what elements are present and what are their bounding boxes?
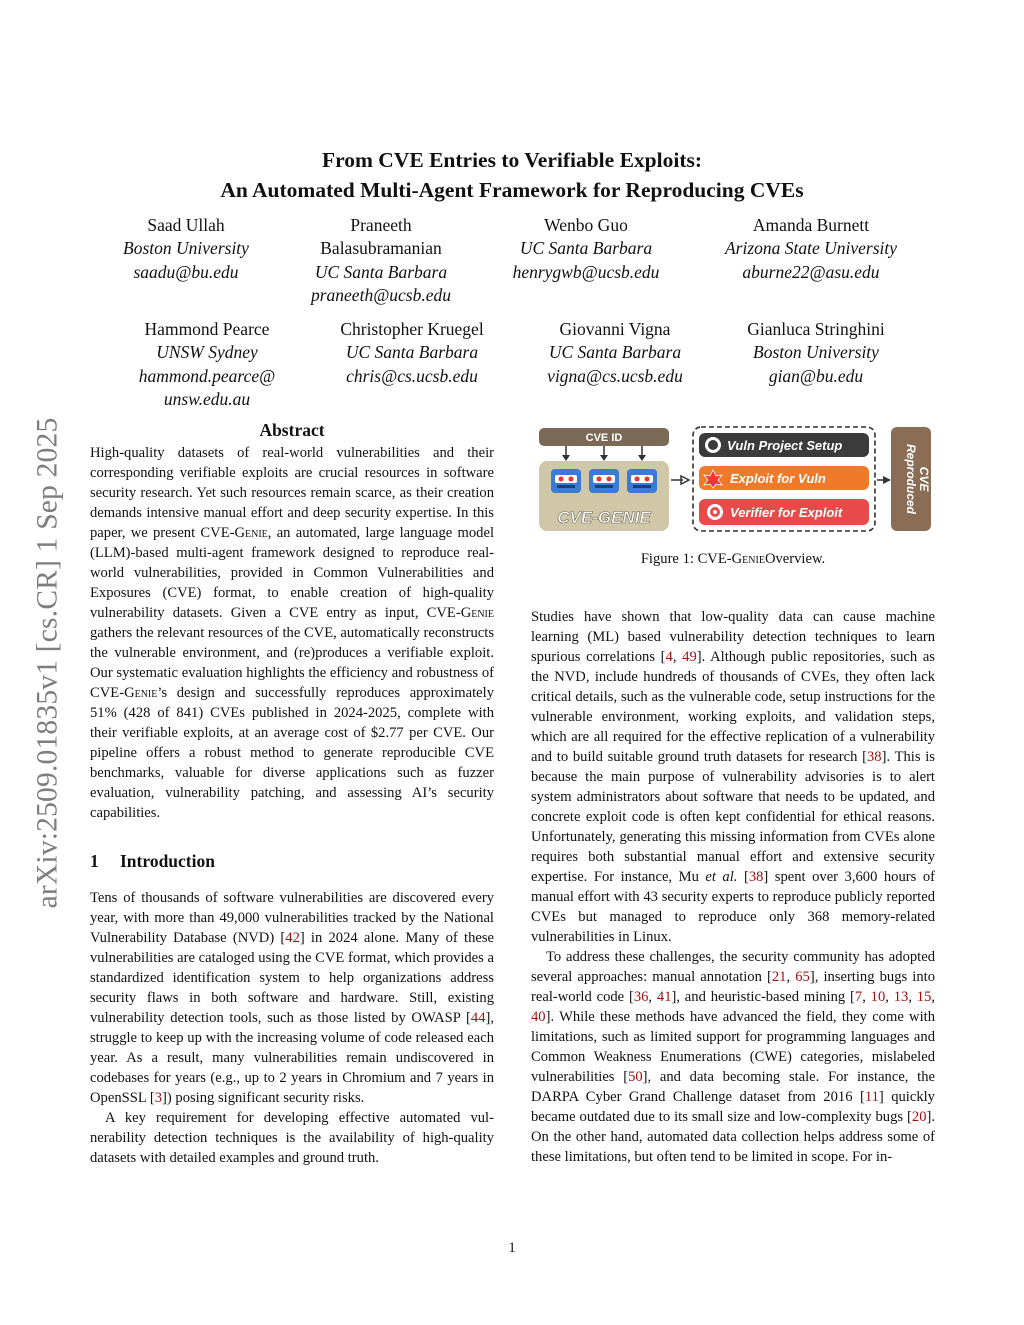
exploit-label: Exploit for Vuln xyxy=(730,471,826,486)
author-affiliation: UC Santa Barbara xyxy=(345,342,479,363)
author-email: henrygwb@ucsb.edu xyxy=(512,261,660,282)
arxiv-id: arXiv:2509.01835v1 [cs.CR] 1 Sep 2025 xyxy=(31,417,64,909)
paper-title-line-1: From CVE Entries to Verifiable Exploits: xyxy=(321,148,703,172)
abstract-heading: Abstract xyxy=(259,420,325,440)
citation-link[interactable]: 13 xyxy=(893,989,909,1005)
author-name: Praneeth xyxy=(350,215,412,235)
arxiv-stamp xyxy=(28,382,68,944)
citation-link[interactable]: 40 xyxy=(531,1009,546,1025)
reproduced-label: Reproduced xyxy=(904,443,918,515)
citation-link[interactable]: 44 xyxy=(470,1010,486,1026)
citation-link[interactable]: 49 xyxy=(682,649,697,665)
author-block xyxy=(696,318,936,388)
citation-link[interactable]: 38 xyxy=(867,749,882,765)
author-name: Giovanni Vigna xyxy=(559,319,671,339)
figure-cve-genie-overview xyxy=(537,425,933,535)
intro-paragraph: Tens of thousands of software vulnerabilities are discovered every year, with more than 49,000 vulnerabilities tracked by the National Vulnerability Database (NVD) [42] in 2024 alone. Many of these vulnerabilities are cataloged using the CVE format, which provides a standardized identification system to help organizations address security flaws in both software and hardware. Still, existing vulnerability detection tools, such as those listed by OWASP [44], struggle to keep up with the increasing volume of code released each year. As a result, many vulnerabilities remain undiscovered in codebases for years (e.g., up to 2 years in Chromium and 7 years in OpenSSL [3]) posing significant security risks. xyxy=(90,890,494,1106)
figure-caption: Figure 1: CVE-GenieOverview. xyxy=(640,551,826,567)
body-paragraph: To address these challenges, the security community has adopted several approaches: manual annotation [21, 65], inserting bugs into real-world code [36, 41], and heuristic-based mining [7, 10, 13, 15, 40]. While these methods have advanced the field, they come with limitations, such as limited support for programming languages and Common Weakness Enumerations (CWE) categories, mislabeled vulnerabilities [50], and data becoming stale. For instance, the DARPA Cyber Grand Challenge dataset from 2016 [11] quickly became outdated due to its small size and low-complexity bugs [20]. On the other hand, automated data collection helps address some of these limitations, but often tend to be limited in scope. For in- xyxy=(531,949,936,1165)
author-affiliation: UC Santa Barbara xyxy=(314,261,448,282)
author-name: Amanda Burnett xyxy=(752,215,870,235)
cve-genie-label: CVE-GENIE xyxy=(557,508,651,527)
citation-link[interactable]: 38 xyxy=(748,869,764,885)
author-affiliation: Arizona State University xyxy=(724,238,898,259)
citation-link[interactable]: 21 xyxy=(771,969,787,985)
author-email: chris@cs.ucsb.edu xyxy=(346,365,478,386)
author-email: gian@bu.edu xyxy=(768,365,864,386)
vuln-setup-label: Vuln Project Setup xyxy=(727,438,843,453)
author-name: Saad Ullah xyxy=(147,215,225,235)
author-name: Christopher Kruegel xyxy=(340,319,484,339)
robot-icon xyxy=(551,469,581,493)
author-email: unsw.edu.au xyxy=(163,388,251,409)
citation-link[interactable]: 11 xyxy=(864,1089,879,1105)
author-affiliation: UC Santa Barbara xyxy=(548,342,682,363)
author-affiliation: Boston University xyxy=(753,342,879,363)
section-heading-introduction: 1 Introduction xyxy=(90,851,215,871)
author-block xyxy=(87,318,327,411)
citation-link[interactable]: 4 xyxy=(665,649,673,665)
author-affiliation: UNSW Sydney xyxy=(156,342,258,363)
author-name: Wenbo Guo xyxy=(544,215,628,235)
author-email: hammond.pearce@ xyxy=(138,365,276,386)
paper-title-line-2: An Automated Multi-Agent Framework for Reproducing CVEs xyxy=(220,178,804,202)
citation-link[interactable]: 36 xyxy=(633,989,649,1005)
abstract-text: High-quality datasets of real-world vulnerabilities and their corresponding verifiable exploits are crucial resources in software security research. Yet such resources remain scarce, as their creation demands intensive manual effort and deep security expertise. In this paper, we present CVE-Genie, an automated, large language model (LLM)-based multi-agent framework designed to reproduce real-world vulnerabilities, provided in Common Vulnerabilities and Exposures (CVE) format, to enable creation of high-quality vulnerability datasets. Given a CVE entry as input, CVE-Genie gathers the relevant resources of the CVE, automatically reconstructs the vulnerable environment, and (re)produces a verifiable exploit. Our systematic evaluation highlights the efficiency and robustness of CVE-Genie’s design and successfully reproduces approximately 51% (428 of 841) CVEs published in 2024-2025, complete with their verifiable exploits, at an average cost of $2.77 per CVE. Our pipeline offers a robust method to generate reproducible CVE benchmarks, valuable for diverse applications such as fuzzer evaluation, vulnerability patching, and assessing AI’s security capabilities. xyxy=(90,445,495,821)
author-affiliation: UC Santa Barbara xyxy=(519,238,653,259)
citation-link[interactable]: 42 xyxy=(285,930,300,946)
robot-icon xyxy=(589,469,619,493)
verifier-label: Verifier for Exploit xyxy=(730,505,843,520)
body-paragraph: Studies have shown that low-quality data can cause machine learning (ML) based vulnerability detection techniques to learn spurious correlations [4, 49]. Although public repositories, such as the NVD, include hundreds of thousands of CVEs, they often lack critical details, such as the vulnerable code, setup instructions for the vulnerable environment, working exploits, and validation steps, which are all required for the effective replication of a vulnerability and to build suitable ground truth datasets for research [38]. This is because the main purpose of vulnerability advisories is to alert system administrators about software that needs to be updated, and concrete exploit code is often kept confidential for ethical reasons. Unfortunately, generating this missing information from CVEs alone requires both substantial manual effort and extensive security expertise. For instance, Mu et al. [38] spent over 3,600 hours of manual effort with 43 security experts to reproduce publicly reported CVEs but managed to reproduce only 368 memory-related vulnerabilities in Linux. xyxy=(531,609,935,945)
citation-link[interactable]: 20 xyxy=(911,1109,927,1125)
author-block xyxy=(466,214,706,284)
cve-label: CVE xyxy=(917,466,931,492)
author-block xyxy=(691,214,931,284)
author-name: Gianluca Stringhini xyxy=(747,319,885,339)
author-email: aburne22@asu.edu xyxy=(742,261,880,282)
robot-icon xyxy=(627,469,657,493)
citation-link[interactable]: 15 xyxy=(916,989,932,1005)
citation-link[interactable]: 10 xyxy=(870,989,886,1005)
right-column xyxy=(531,607,935,1167)
cve-id-label: CVE ID xyxy=(585,432,623,444)
author-email: saadu@bu.edu xyxy=(133,261,239,282)
citation-link[interactable]: 65 xyxy=(795,969,810,985)
citation-link[interactable]: 41 xyxy=(656,989,672,1005)
citation-link[interactable]: 50 xyxy=(628,1069,643,1085)
citation-link[interactable]: 3 xyxy=(154,1090,163,1106)
page-number: 1 xyxy=(508,1240,516,1256)
author-block xyxy=(261,214,501,307)
author-affiliation: Boston University xyxy=(123,238,249,259)
author-email: praneeth@ucsb.edu xyxy=(310,284,452,305)
left-column xyxy=(90,420,494,1168)
author-email: vigna@cs.ucsb.edu xyxy=(547,365,683,386)
author-name: Hammond Pearce xyxy=(144,319,270,339)
intro-paragraph: A key requirement for developing effective automated vulnerability detection techniques is the availability of high-quality datasets with detailed examples and ground truth. xyxy=(90,1110,494,1166)
author-name: Balasubramanian xyxy=(320,238,442,259)
citation-link[interactable]: 7 xyxy=(854,989,863,1005)
